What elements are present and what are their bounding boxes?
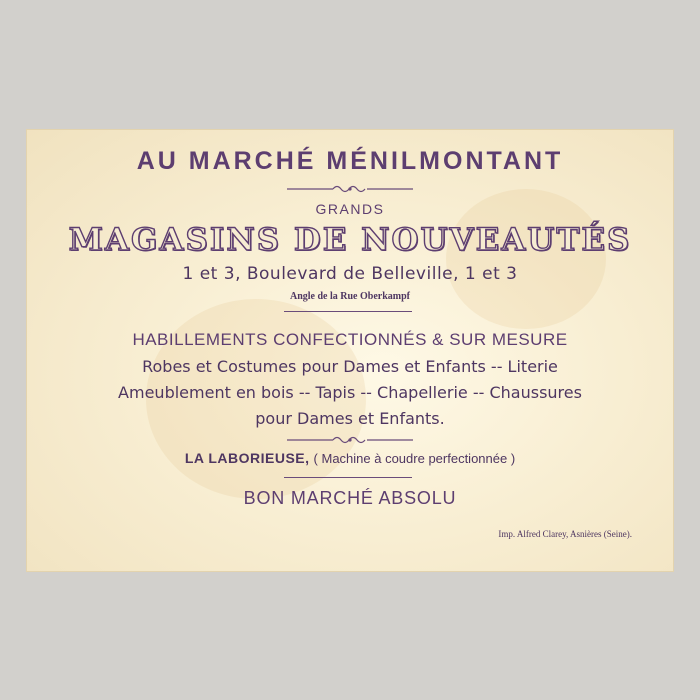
- street-corner: Angle de la Rue Oberkampf: [290, 291, 410, 302]
- goods-line-1: Robes et Costumes pour Dames et Enfants -- Literie: [142, 357, 558, 376]
- middle-ornament: [26, 435, 674, 447]
- divider: [284, 311, 412, 312]
- trade-card: [26, 129, 674, 572]
- top-ornament: [26, 184, 674, 196]
- clothing-heading: HABILLEMENTS CONFECTIONNÉS & SUR MESURE: [132, 330, 568, 349]
- address: 1 et 3, Boulevard de Belleville, 1 et 3: [182, 264, 518, 284]
- machine-name: LA LABORIEUSE,: [184, 450, 310, 466]
- printer-credit: Imp. Alfred Clarey, Asnières (Seine).: [498, 529, 632, 539]
- store-name: MAGASINS DE NOUVEAUTÉS: [68, 222, 632, 258]
- divider: [284, 477, 412, 478]
- grands-label: GRANDS: [315, 201, 385, 217]
- machine-description: ( Machine à coudre perfectionnée ): [313, 451, 516, 466]
- goods-line-2: Ameublement en bois -- Tapis -- Chapellerie -- Chaussures: [118, 383, 582, 402]
- card-title: AU MARCHÉ MÉNILMONTANT: [136, 147, 564, 175]
- machine-line: [26, 450, 674, 466]
- goods-line-3: pour Dames et Enfants.: [255, 409, 445, 428]
- slogan: BON MARCHÉ ABSOLU: [243, 488, 457, 508]
